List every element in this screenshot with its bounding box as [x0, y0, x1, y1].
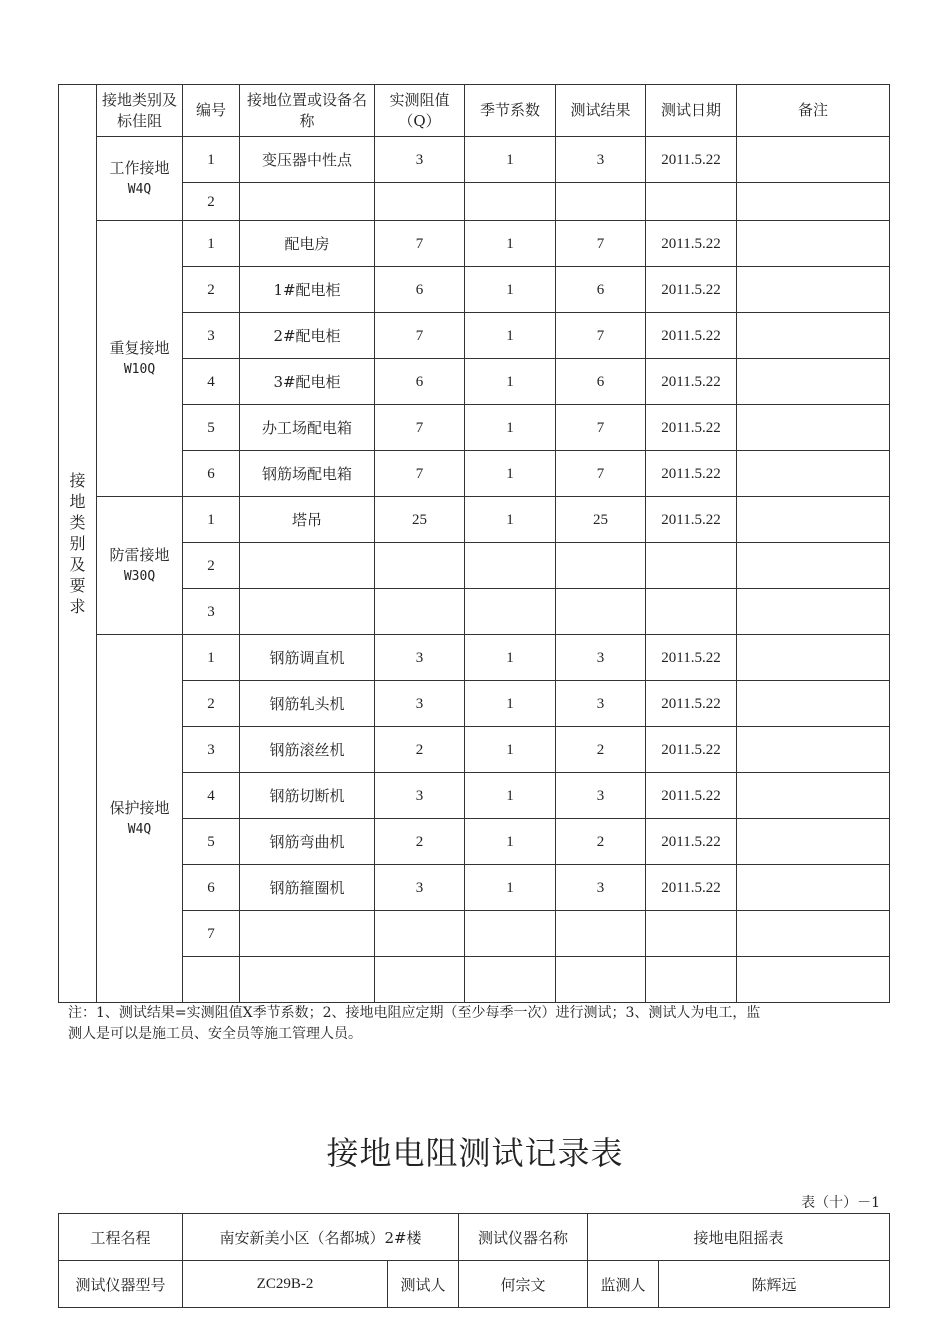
cell-measured: 3: [375, 681, 465, 727]
header-season: 季节系数: [465, 85, 556, 137]
side-label-char: 求: [69, 597, 86, 616]
cell-date: 2011.5.22: [646, 405, 737, 451]
header-number: 编号: [183, 85, 240, 137]
note-line-2: 测人是可以是施工员、安全员等施工管理人员。: [68, 1026, 362, 1042]
supervisor-value: 陈辉远: [659, 1261, 890, 1308]
table-row: [59, 137, 890, 183]
cell-location: 钢筋轧头机: [240, 681, 375, 727]
cell-measured: 6: [375, 359, 465, 405]
cell-season: 1: [465, 681, 556, 727]
table-row: [59, 221, 890, 267]
instrument-name-label: 测试仪器名称: [459, 1214, 588, 1261]
header-date: 测试日期: [646, 85, 737, 137]
header-result: 测试结果: [556, 85, 646, 137]
cell-remarks: [737, 773, 890, 819]
cell-location: 钢筋弯曲机: [240, 819, 375, 865]
cell-location: 钢筋箍圈机: [240, 865, 375, 911]
cell-location: 3#配电柜: [240, 359, 375, 405]
cell-location: 变压器中性点: [240, 137, 375, 183]
cell-date: 2011.5.22: [646, 727, 737, 773]
table-row: [59, 957, 890, 1003]
cell-number: [183, 957, 240, 1003]
cell-number: 5: [183, 405, 240, 451]
category-standard: W4Q: [127, 821, 152, 837]
cell-measured: [375, 183, 465, 221]
cell-number: 2: [183, 267, 240, 313]
cell-season: 1: [465, 405, 556, 451]
cell-result: 7: [556, 313, 646, 359]
table-row: [59, 267, 890, 313]
cell-measured: 2: [375, 819, 465, 865]
table-row: [59, 543, 890, 589]
note-line-1: 注：1、测试结果=实测阻值X季节系数；2、接地电阻应定期（至少每季一次）进行测试；3、测试人为电工，监: [68, 1005, 761, 1021]
table-row: [59, 773, 890, 819]
category-name: 工作接地: [109, 158, 170, 177]
cell-result: 25: [556, 497, 646, 543]
cell-season: [465, 543, 556, 589]
cell-season: 1: [465, 137, 556, 183]
cell-number: 3: [183, 727, 240, 773]
cell-date: 2011.5.22: [646, 635, 737, 681]
side-label-char: 别: [69, 534, 86, 553]
cell-result: [556, 543, 646, 589]
table-row: [59, 589, 890, 635]
cell-location: [240, 911, 375, 957]
page-title: 接地电阻测试记录表: [326, 1134, 624, 1172]
cell-remarks: [737, 911, 890, 957]
cell-number: 3: [183, 589, 240, 635]
table-header-row: [59, 85, 890, 137]
side-label: [59, 85, 97, 1003]
cell-measured: [375, 911, 465, 957]
cell-season: 1: [465, 221, 556, 267]
cell-location: 2#配电柜: [240, 313, 375, 359]
cell-result: 3: [556, 137, 646, 183]
cell-date: 2011.5.22: [646, 497, 737, 543]
cell-season: [465, 911, 556, 957]
cell-season: 1: [465, 267, 556, 313]
note: [68, 1003, 888, 1045]
cell-date: [646, 911, 737, 957]
category-cell: [97, 137, 183, 221]
category-cell: [97, 497, 183, 635]
cell-date: 2011.5.22: [646, 819, 737, 865]
cell-remarks: [737, 451, 890, 497]
cell-remarks: [737, 957, 890, 1003]
cell-number: 4: [183, 359, 240, 405]
cell-result: 3: [556, 635, 646, 681]
cell-remarks: [737, 313, 890, 359]
category-name: 防雷接地: [109, 545, 170, 564]
cell-result: 2: [556, 819, 646, 865]
cell-season: 1: [465, 313, 556, 359]
cell-season: 1: [465, 819, 556, 865]
cell-result: 3: [556, 865, 646, 911]
cell-season: [465, 957, 556, 1003]
cell-number: 7: [183, 911, 240, 957]
cell-date: 2011.5.22: [646, 681, 737, 727]
cell-remarks: [737, 543, 890, 589]
cell-remarks: [737, 727, 890, 773]
cell-number: 2: [183, 183, 240, 221]
cell-number: 1: [183, 137, 240, 183]
cell-season: [465, 589, 556, 635]
info-row-2: [59, 1261, 890, 1308]
header-measured: 实测阻值（Q）: [375, 85, 465, 137]
side-label-char: 接: [69, 471, 86, 490]
side-label-char: 类: [69, 513, 86, 532]
cell-date: 2011.5.22: [646, 451, 737, 497]
cell-season: 1: [465, 727, 556, 773]
cell-location: [240, 589, 375, 635]
cell-location: 钢筋场配电箱: [240, 451, 375, 497]
cell-result: [556, 911, 646, 957]
side-label-char: 要: [69, 576, 86, 595]
cell-measured: 25: [375, 497, 465, 543]
cell-number: 1: [183, 497, 240, 543]
cell-remarks: [737, 819, 890, 865]
cell-date: 2011.5.22: [646, 221, 737, 267]
cell-location: 1#配电柜: [240, 267, 375, 313]
category-standard: W30Q: [123, 568, 156, 584]
cell-date: [646, 957, 737, 1003]
side-label-char: 地: [69, 492, 86, 511]
cell-number: 6: [183, 451, 240, 497]
cell-result: 2: [556, 727, 646, 773]
cell-season: 1: [465, 773, 556, 819]
cell-measured: 7: [375, 451, 465, 497]
cell-date: 2011.5.22: [646, 137, 737, 183]
cell-result: [556, 183, 646, 221]
cell-remarks: [737, 589, 890, 635]
cell-date: 2011.5.22: [646, 267, 737, 313]
category-standard: W4Q: [127, 181, 152, 197]
cell-location: 钢筋切断机: [240, 773, 375, 819]
cell-date: 2011.5.22: [646, 359, 737, 405]
cell-remarks: [737, 359, 890, 405]
table-row: [59, 819, 890, 865]
supervisor-label: 监测人: [588, 1261, 659, 1308]
table-row: [59, 359, 890, 405]
grounding-record-table: [58, 84, 890, 1003]
cell-number: 3: [183, 313, 240, 359]
cell-measured: 3: [375, 635, 465, 681]
cell-remarks: [737, 267, 890, 313]
cell-date: 2011.5.22: [646, 865, 737, 911]
cell-date: 2011.5.22: [646, 773, 737, 819]
cell-measured: 6: [375, 267, 465, 313]
tester-label: 测试人: [388, 1261, 459, 1308]
cell-measured: [375, 543, 465, 589]
header-category: 接地类别及标佳阻: [97, 85, 183, 137]
cell-remarks: [737, 183, 890, 221]
cell-number: 2: [183, 681, 240, 727]
tester-value: 何宗文: [459, 1261, 588, 1308]
category-cell: [97, 221, 183, 497]
table-row: [59, 405, 890, 451]
cell-measured: 7: [375, 405, 465, 451]
cell-location: [240, 543, 375, 589]
category-standard: W10Q: [123, 361, 156, 377]
side-label-char: 及: [69, 555, 86, 574]
cell-location: [240, 183, 375, 221]
cell-result: 6: [556, 359, 646, 405]
table-row: [59, 497, 890, 543]
cell-result: [556, 589, 646, 635]
cell-measured: 3: [375, 865, 465, 911]
cell-date: [646, 589, 737, 635]
cell-number: 1: [183, 635, 240, 681]
cell-remarks: [737, 405, 890, 451]
cell-season: 1: [465, 451, 556, 497]
table-row: [59, 865, 890, 911]
project-label: 工程名程: [59, 1214, 183, 1261]
cell-season: [465, 183, 556, 221]
cell-remarks: [737, 635, 890, 681]
cell-remarks: [737, 137, 890, 183]
cell-location: 配电房: [240, 221, 375, 267]
cell-season: 1: [465, 497, 556, 543]
cell-season: 1: [465, 359, 556, 405]
cell-result: 3: [556, 773, 646, 819]
cell-location: 办工场配电箱: [240, 405, 375, 451]
cell-location: [240, 957, 375, 1003]
cell-measured: 2: [375, 727, 465, 773]
cell-date: [646, 543, 737, 589]
cell-remarks: [737, 681, 890, 727]
cell-remarks: [737, 221, 890, 267]
category-name: 重复接地: [109, 338, 170, 357]
table-row: [59, 635, 890, 681]
table-row: [59, 183, 890, 221]
cell-location: 钢筋滚丝机: [240, 727, 375, 773]
cell-number: 5: [183, 819, 240, 865]
cell-result: 6: [556, 267, 646, 313]
instrument-model-label: 测试仪器型号: [59, 1261, 183, 1308]
table-row: [59, 451, 890, 497]
project-value: 南安新美小区（名都城）2#楼: [183, 1214, 459, 1261]
table-row: [59, 727, 890, 773]
cell-result: [556, 957, 646, 1003]
cell-result: 3: [556, 681, 646, 727]
cell-result: 7: [556, 405, 646, 451]
cell-measured: 7: [375, 221, 465, 267]
cell-number: 1: [183, 221, 240, 267]
cell-measured: [375, 589, 465, 635]
category-cell: [97, 635, 183, 1003]
cell-number: 6: [183, 865, 240, 911]
cell-measured: 3: [375, 773, 465, 819]
table-number: 表（十）－1: [801, 1195, 880, 1211]
cell-number: 2: [183, 543, 240, 589]
instrument-model-value: ZC29B-2: [183, 1261, 388, 1308]
cell-measured: 7: [375, 313, 465, 359]
cell-location: 钢筋调直机: [240, 635, 375, 681]
cell-season: 1: [465, 635, 556, 681]
cell-measured: [375, 957, 465, 1003]
cell-remarks: [737, 497, 890, 543]
info-row-1: [59, 1214, 890, 1261]
header-location: 接地位置或设备名称: [240, 85, 375, 137]
cell-number: 4: [183, 773, 240, 819]
header-remarks: 备注: [737, 85, 890, 137]
table-row: [59, 681, 890, 727]
project-info-table: [58, 1213, 890, 1308]
cell-remarks: [737, 865, 890, 911]
cell-result: 7: [556, 451, 646, 497]
cell-date: [646, 183, 737, 221]
cell-location: 塔吊: [240, 497, 375, 543]
table-row: [59, 911, 890, 957]
cell-season: 1: [465, 865, 556, 911]
cell-result: 7: [556, 221, 646, 267]
table-row: [59, 313, 890, 359]
category-name: 保护接地: [109, 798, 170, 817]
cell-measured: 3: [375, 137, 465, 183]
instrument-name-value: 接地电阻摇表: [588, 1214, 890, 1261]
cell-date: 2011.5.22: [646, 313, 737, 359]
